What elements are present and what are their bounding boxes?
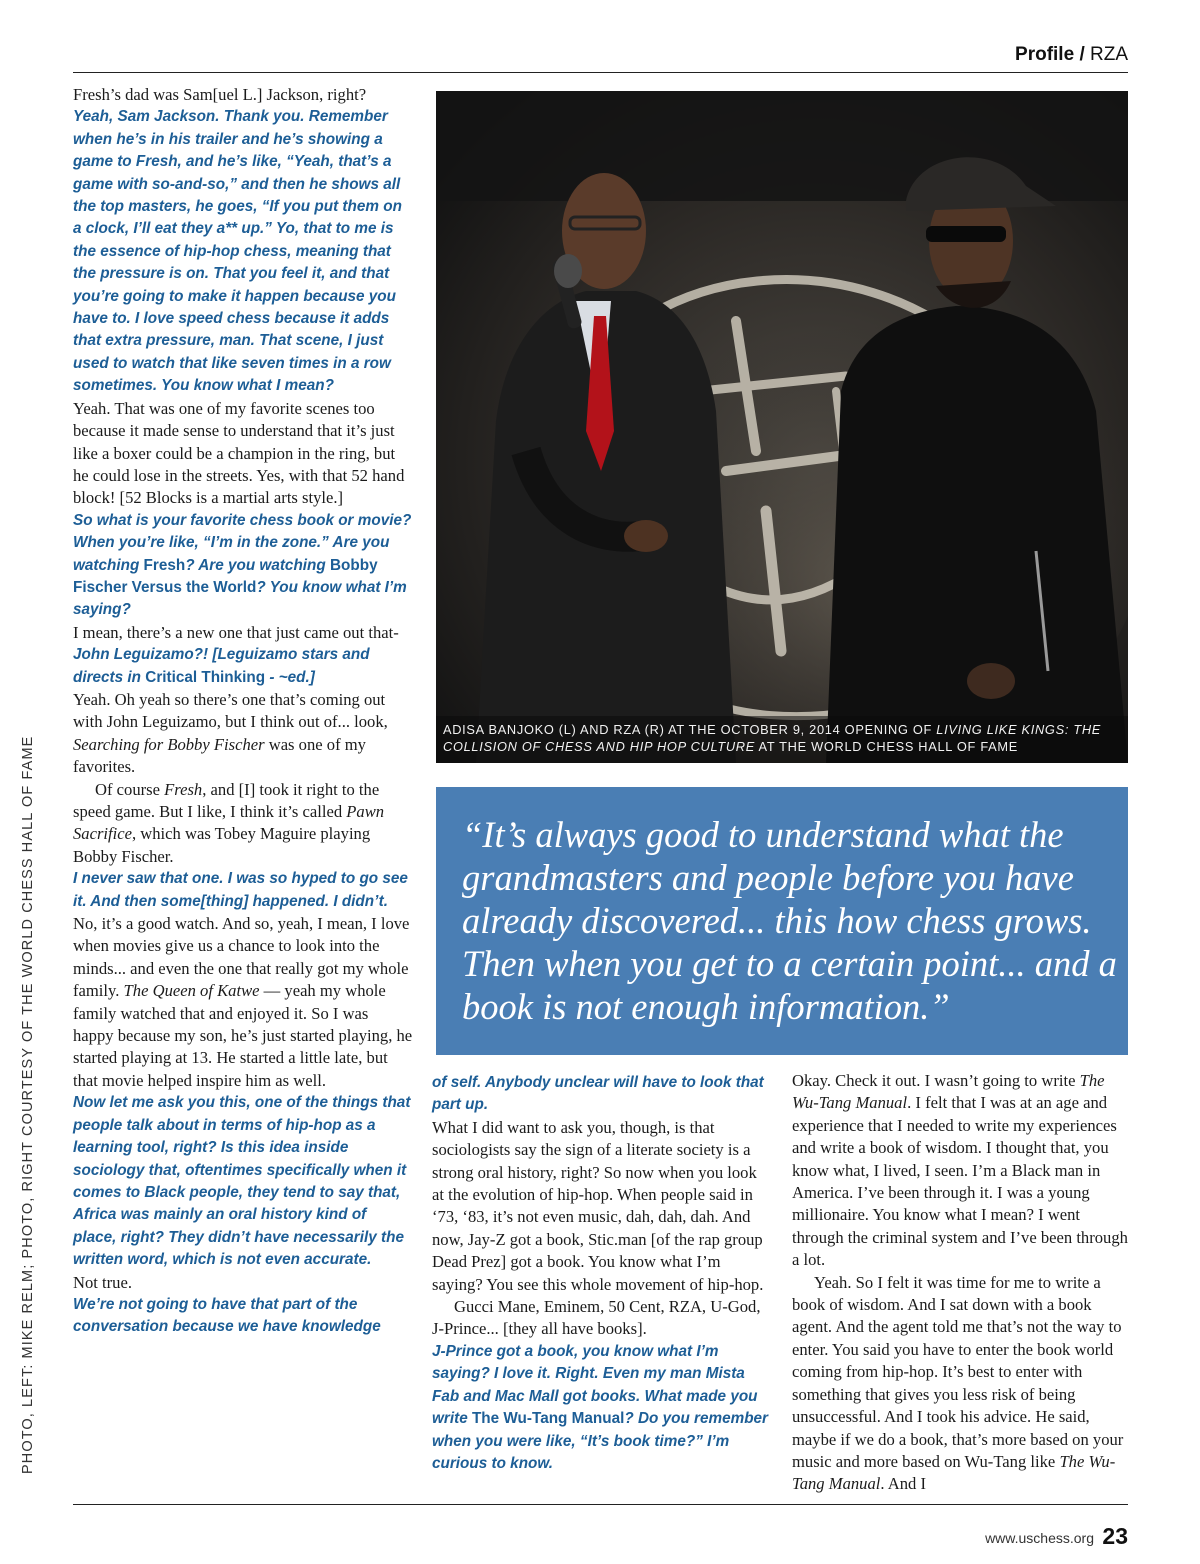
header-rule	[73, 72, 1128, 73]
body-paragraph: Gucci Mane, Eminem, 50 Cent, RZA, U-God, J-Prince... [they all have books].	[432, 1297, 761, 1339]
column-2	[432, 1072, 772, 1475]
header-subject: RZA	[1090, 44, 1128, 65]
photo-illustration	[436, 91, 1128, 763]
header-section: Profile	[1015, 44, 1075, 65]
body-paragraph: Of course Fresh, and [I] took it right to the speed game. But I like, I think it’s called Pawn Sacrifice, which was Tobey Maguire playing Bobby Fischer.	[73, 779, 385, 866]
photo-caption: ADISA BANJOKO (L) AND RZA (R) AT THE OCTOBER 9, 2014 OPENING OF LIVING LIKE KINGS: THE COLLISION OF CHESS AND HIP HOP CULTURE AT THE WORLD CHESS HALL OF FAME	[443, 722, 1102, 754]
interviewer-question: We’re not going to have that part of the conversation because we have knowledge	[73, 1295, 381, 1336]
body-paragraph: What I did want to ask you, though, is that sociologists say the sign of a literate society is a strong oral history, right? So now when you look at the evolution of hip-hop. When people said in ‘73, ‘83, it’s not even music, dah, dah, dah. And now, Jay-Z got a book, Stic.man [of the rap group Dead Prez] got a book. You know what I’m saying? You see this whole movement of hip-hop.	[432, 1117, 764, 1294]
footer-url[interactable]: www.uschess.org	[985, 1530, 1094, 1546]
interviewer-question: Now let me ask you this, one of the things that people talk about in terms of hip-hop as a learning tool, right? Is this idea inside sociology that, oftentimes specifically when it comes to Black people, they tend to say that, Africa was mainly an oral history kind of place, right? They didn’t have necessarily the written word, which is not even accurate.	[73, 1094, 411, 1269]
body-paragraph: Not true.	[73, 1272, 132, 1292]
interviewer-question: of self. Anybody unclear will have to look that part up.	[432, 1074, 764, 1114]
body-paragraph: Yeah. Oh yeah so there’s one that’s coming out with John Leguizamo, but I think out of... look, Searching for Bobby Fischer was one of my favorites.	[73, 689, 388, 777]
interviewer-question: J-Prince got a book, you know what I’m saying? I love it. Right. Even my man Mista Fab and Mac Mall got books. What made you write The Wu-Tang Manual? Do you remember when you were like, “It’s book time?” I’m curious to know.	[432, 1342, 769, 1472]
footer-rule	[73, 1504, 1128, 1505]
pull-quote-box	[436, 787, 1128, 1055]
body-paragraph: Okay. Check it out. I wasn’t going to write The Wu-Tang Manual. I felt that I was at an age and experience that I needed to write my experiences and write a book of wisdom. I thought that, you know what, I lived, I seen. I’m a Black man in America. I’ve been through it. I was a young millionaire. You know what I mean? I went through the criminal system and I’ve been through a lot.	[792, 1071, 1128, 1270]
column-1	[73, 84, 413, 1339]
event-photo	[436, 91, 1128, 763]
interviewer-question: I never saw that one. I was so hyped to go see it. And then some[thing] happened. I didn’t.	[73, 870, 408, 910]
column-3	[792, 1070, 1128, 1496]
header-separator: /	[1079, 44, 1085, 65]
interviewer-question: So what is your favorite chess book or movie? When you’re like, “I’m in the zone.” Are you watching Fresh? Are you watching Bobby Fischer Versus the World? You know what I’m saying?	[73, 511, 412, 619]
photo-credit: PHOTO, LEFT: MIKE RELM; PHOTO, RIGHT COURTESY OF THE WORLD CHESS HALL OF FAME	[20, 735, 36, 1474]
running-header	[1015, 44, 1128, 66]
body-paragraph: Yeah. So I felt it was time for me to write a book of wisdom. And I sat down with a book agent. And the agent told me that’s not the way to enter. You said you have to enter the book world coming from hip-hop. It’s best to enter with something that gives you less risk of being unsuccessful. And I took his advice. He said, maybe if we do a book, that’s more based on your music and more based on Wu-Tang like The Wu-Tang Manual. And I	[792, 1272, 1124, 1494]
page-number: 23	[1102, 1523, 1128, 1549]
interviewer-question: John Leguizamo?! [Leguizamo stars and directs in Critical Thinking - ~ed.]	[73, 646, 370, 686]
body-paragraph: Yeah. That was one of my favorite scenes too because it made sense to understand that it’s just like a boxer could be a champion in the ring, but he could lose in the streets. Yes, with that 52 hand block! [52 Blocks is a martial arts style.]	[73, 398, 405, 508]
body-paragraph: Fresh’s dad was Sam[uel L.] Jackson, right?	[73, 85, 367, 104]
pull-quote: “It’s always good to understand what the grandmasters and people before you have already discovered... this how chess grows. Then when you get to a certain point... and a book is not enough information.”	[462, 814, 1117, 1027]
body-paragraph: I mean, there’s a new one that just came out that-	[73, 622, 399, 642]
body-paragraph: No, it’s a good watch. And so, yeah, I mean, I love when movies give us a chance to look into the minds... and even the one that really got my whole family. The Queen of Katwe — yeah my whole family watched that and enjoyed it. So I was happy because my son, he’s just started playing, he started playing at 13. He started a little late, but that movie helped inspire him as well.	[73, 914, 413, 1090]
interviewer-question: Yeah, Sam Jackson. Thank you. Remember when he’s in his trailer and he’s showing a game to Fresh, and he’s like, “Yeah, that’s a game with so-and-so,” and then he shows all the top masters, he goes, “If you put them on a clock, I’ll eat they a** up.” Yo, that to me is the essence of hip-hop chess, meaning that the pressure is on. That you feel it, and that you’re going to make it happen because you have to. I love speed chess because it adds that extra pressure, man. That scene, I just used to watch that like seven times in a row sometimes. You know what I mean?	[73, 108, 402, 395]
